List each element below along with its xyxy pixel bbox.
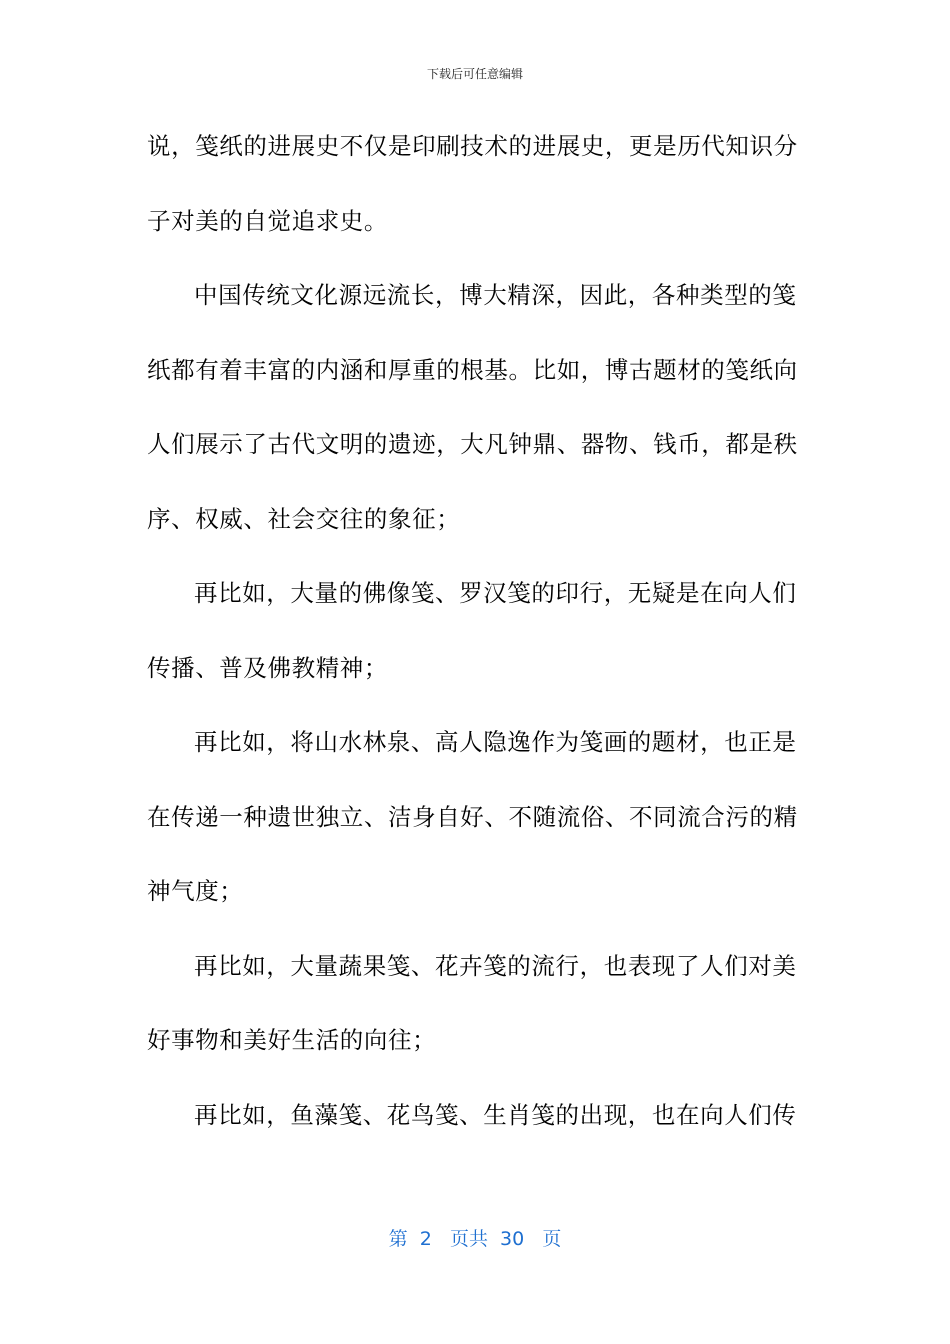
text-line: 神气度； [147,877,244,905]
text-line: 纸都有着丰富的内涵和厚重的根基。比如，博古题材的笺纸向 [147,355,798,384]
text-line: 再比如，将山水林泉、高人隐逸作为笺画的题材，也正是 [194,728,797,756]
text-line: 子对美的自觉追求史。 [147,206,388,235]
text-line: 说，笺纸的进展史不仅是印刷技术的进展史，更是历代知识分 [147,132,798,160]
page-header: 下载后可任意编辑 [426,67,523,81]
text-line: 传播、普及佛教精神； [147,653,388,682]
text-line: 在传递一种遗世独立、洁身自好、不随流俗、不同流合污的精 [147,802,798,831]
text-line: 再比如，大量蔬果笺、花卉笺的流行，也表现了人们对美 [194,951,797,980]
text-line: 人们展示了古代文明的遗迹，大凡钟鼎、器物、钱币，都是秩 [147,430,798,458]
text-line: 好事物和美好生活的向往； [147,1026,437,1054]
text-line: 再比如，鱼藻笺、花鸟笺、生肖笺的出现，也在向人们传 [194,1100,797,1129]
page-footer: 第 2 页共 30 页 [388,1228,562,1250]
body-text [147,120,798,1163]
text-line: 再比如，大量的佛像笺、罗汉笺的印行，无疑是在向人们 [194,579,797,607]
text-line: 序、权威、社会交往的象征； [147,504,461,533]
text-line: 中国传统文化源远流长，博大精深，因此，各种类型的笺 [194,281,797,309]
